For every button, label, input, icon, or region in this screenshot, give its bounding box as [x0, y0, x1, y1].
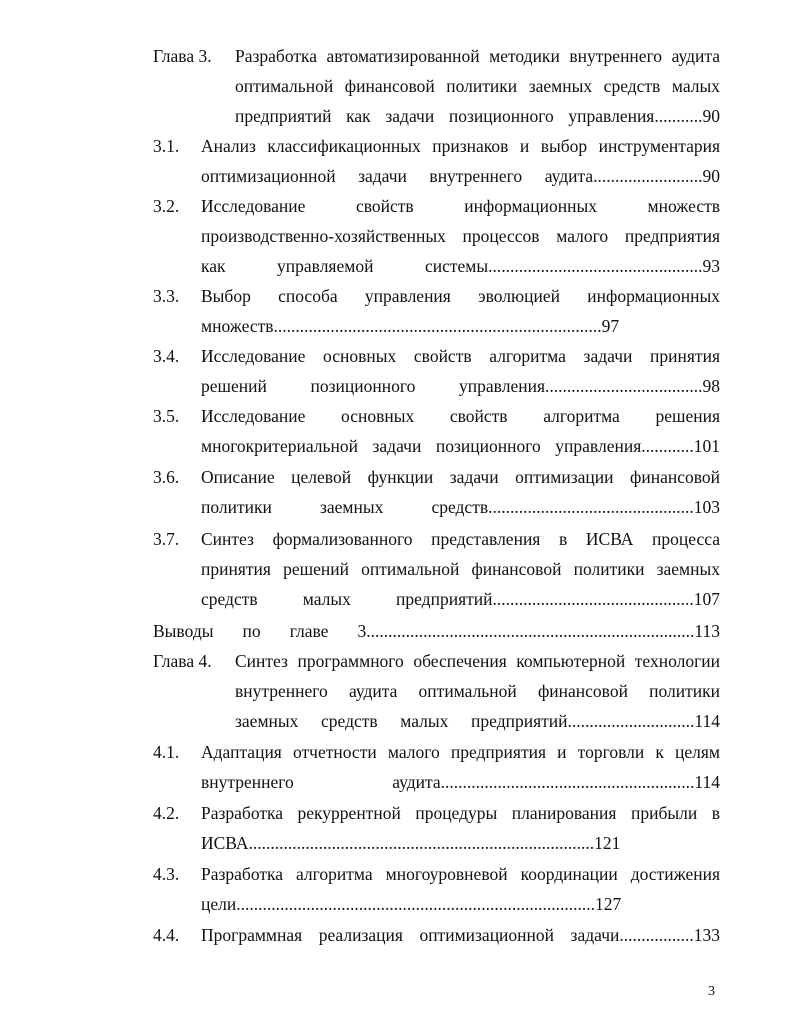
section-3-2-number: 3.2.: [153, 196, 180, 216]
section-4-3-line-2: цели..................................................................................127: [201, 894, 622, 914]
section-3-6-line-2: политики заемных средств...............................................103: [201, 497, 720, 517]
section-4-4-number: 4.4.: [153, 925, 180, 945]
section-3-7-line-1: Синтез формализованного представления в ИСВА процесса: [201, 529, 720, 549]
page-number: 3: [708, 984, 715, 999]
chapter-3-label: Глава 3.: [153, 46, 212, 66]
section-3-7-number: 3.7.: [153, 529, 180, 549]
section-3-7-line-3: средств малых предприятий..............................................107: [201, 589, 720, 609]
chapter-4-title-line-2: внутреннего аудита оптимальной финансовой политики: [235, 681, 720, 701]
section-3-2-line-1: Исследование свойств информационных множеств: [201, 196, 720, 216]
section-3-1-line-2: оптимизационной задачи внутреннего аудита.........................90: [201, 166, 720, 186]
section-3-2-line-2: производственно-хозяйственных процессов малого предприятия: [201, 226, 720, 246]
section-3-4-line-2: решений позиционного управления....................................98: [201, 376, 720, 396]
chapter-4-label: Глава 4.: [153, 651, 212, 671]
section-3-5-number: 3.5.: [153, 406, 180, 426]
section-4-1-number: 4.1.: [153, 742, 180, 762]
chapter-4-title-line-1: Синтез программного обеспечения компьютерной технологии: [235, 651, 720, 671]
section-3-3-line-2: множеств...........................................................................97: [201, 316, 620, 336]
section-4-4-line-1: Программная реализация оптимизационной задачи.................133: [201, 925, 720, 945]
chapter-3-title-line-3: предприятий как задачи позиционного управления...........90: [235, 106, 720, 126]
section-3-4-number: 3.4.: [153, 346, 180, 366]
section-3-6-line-1: Описание целевой функции задачи оптимизации финансовой: [201, 467, 720, 487]
section-3-1-line-1: Анализ классификационных признаков и выбор инструментария: [201, 136, 720, 156]
section-3-1-number: 3.1.: [153, 136, 180, 156]
section-4-2-number: 4.2.: [153, 803, 180, 823]
section-4-1-line-2: внутреннего аудита..........................................................114: [201, 772, 720, 792]
section-3-5-line-2: многокритериальной задачи позиционного управления............101: [201, 436, 720, 456]
section-3-7-line-2: принятия решений оптимальной финансовой политики заемных: [201, 559, 720, 579]
chapter-4-title-line-3: заемных средств малых предприятий.............................114: [235, 711, 720, 731]
section-3-5-line-1: Исследование основных свойств алгоритма решения: [201, 406, 720, 426]
section-4-1-line-1: Адаптация отчетности малого предприятия и торговли к целям: [201, 742, 720, 762]
section-4-2-line-2: ИСВА...............................................................................121: [201, 833, 621, 853]
chapter-3-title-line-1: Разработка автоматизированной методики внутреннего аудита: [235, 46, 720, 66]
section-4-3-line-1: Разработка алгоритма многоуровневой координации достижения: [201, 864, 720, 884]
section-3-2-line-3: как управляемой системы.................................................93: [201, 256, 720, 276]
section-4-2-line-1: Разработка рекуррентной процедуры планирования прибыли в: [201, 803, 720, 823]
section-3-3-number: 3.3.: [153, 286, 180, 306]
conclusions-chapter-3: Выводы по главе 3...........................................................................113: [153, 621, 720, 641]
section-3-6-number: 3.6.: [153, 467, 180, 487]
section-3-4-line-1: Исследование основных свойств алгоритма задачи принятия: [201, 346, 720, 366]
chapter-3-title-line-2: оптимальной финансовой политики заемных средств малых: [235, 76, 720, 96]
section-4-3-number: 4.3.: [153, 864, 180, 884]
section-3-3-line-1: Выбор способа управления эволюцией информационных: [201, 286, 720, 306]
